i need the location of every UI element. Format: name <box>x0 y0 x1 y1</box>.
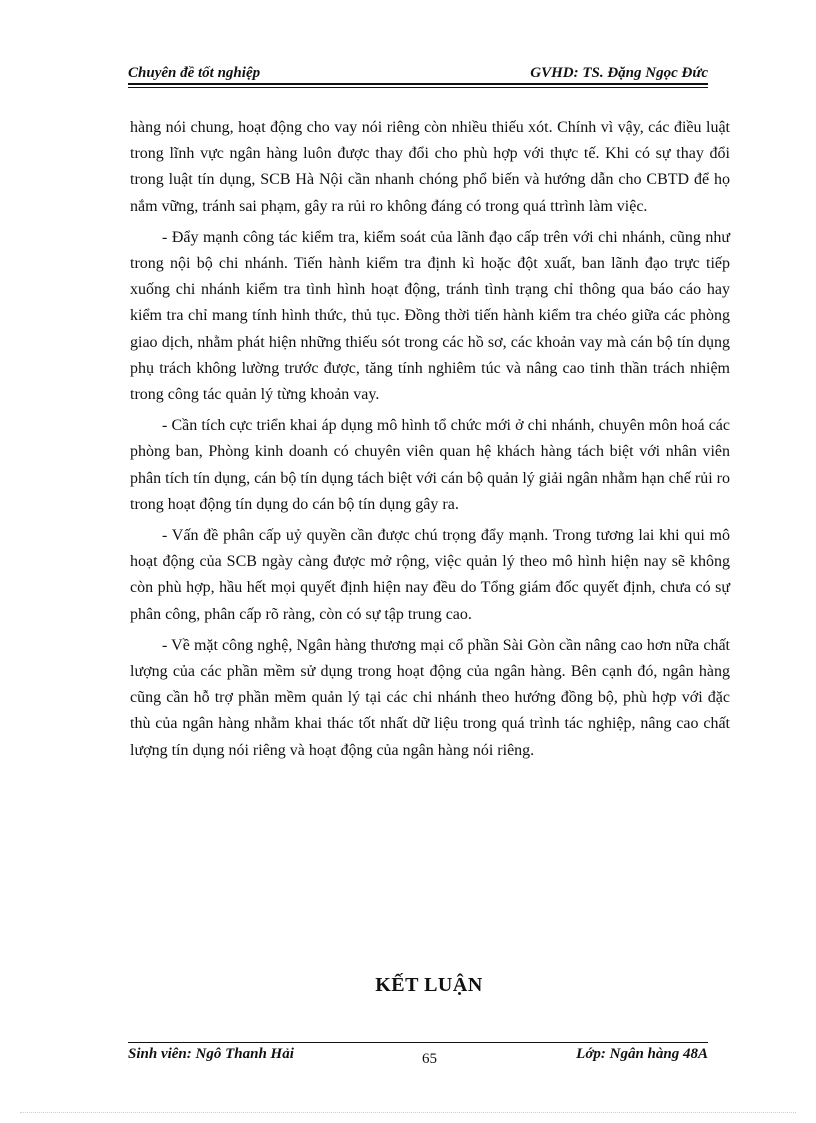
page-header <box>128 60 708 82</box>
page-footer <box>128 1046 708 1070</box>
section-heading-conclusion: KẾT LUẬN <box>375 974 483 996</box>
header-document-title: Chuyên đề tốt nghiệp <box>128 65 261 81</box>
page-number: 65 <box>422 1051 437 1067</box>
footer-rule <box>128 1042 708 1043</box>
header-rule-thin <box>128 87 708 88</box>
header-advisor: GVHD: TS. Đặng Ngọc Đức <box>530 65 708 81</box>
paragraph-organization-model: - Cần tích cực triển khai áp dụng mô hình tổ chức mới ở chi nhánh, chuyên môn hoá các phòng ban, Phòng kinh doanh có chuyên viên quan hệ khách hàng tách biệt với nhân viên phân tích tín dụng, cán bộ tín dụng tách biệt với cán bộ quản lý giải ngân nhằm hạn chế rủi ro trong hoạt động tín dụng do cán bộ tín dụng gây ra. <box>130 417 730 513</box>
paragraph-delegation: - Vấn đề phân cấp uỷ quyền cần được chú trọng đẩy mạnh. Trong tương lai khi qui mô hoạt động của SCB ngày càng được mở rộng, việc quản lý theo mô hình hiện nay sẽ không còn phù hợp, hầu hết mọi quyết định hiện nay đều do Tổng giám đốc quyết định, chưa có sự phân công, phân cấp rõ ràng, còn có sự tập trung cao. <box>130 527 730 623</box>
header-rule-thick <box>128 83 708 85</box>
paragraph-inspection: - Đẩy mạnh công tác kiểm tra, kiểm soát của lãnh đạo cấp trên với chi nhánh, cũng như trong nội bộ chi nhánh. Tiến hành kiểm tra định kì hoặc đột xuất, ban lãnh đạo trực tiếp xuống chi nhánh kiểm tra tình hình hoạt động, tránh tình trạng chỉ thông qua báo cáo hay kiểm tra chỉ mang tính hình thức, thủ tục. Đồng thời tiến hành kiểm tra chéo giữa các phòng giao dịch, nhằm phát hiện những thiếu sót trong các hồ sơ, các khoản vay mà cán bộ tín dụng phụ trách không lường trước được, tăng tính nghiêm túc và nâng cao tinh thần trách nhiệm trong công tác quản lý từng khoản vay. <box>130 228 730 404</box>
body-text <box>130 115 730 764</box>
paragraph-technology: - Về mặt công nghệ, Ngân hàng thương mại cổ phần Sài Gòn cần nâng cao hơn nữa chất lượng của các phần mềm sử dụng trong hoạt động của ngân hàng. Bên cạnh đó, ngân hàng cũng cần hỗ trợ phần mềm quản lý tại các chi nhánh theo hướng đồng bộ, phù hợp với đặc thù của ngân hàng nhằm khai thác tốt nhất dữ liệu trong quá trình tác nghiệp, nâng cao chất lượng tín dụng nói riêng và hoạt động của ngân hàng nói riêng. <box>130 636 730 759</box>
page-edge-divider <box>20 1112 796 1113</box>
footer-student: Sinh viên: Ngô Thanh Hải <box>128 1046 294 1062</box>
footer-class: Lớp: Ngân hàng 48A <box>576 1046 708 1062</box>
paragraph-continuation: hàng nói chung, hoạt động cho vay nói riêng còn nhiều thiếu xót. Chính vì vậy, các điều luật trong lĩnh vực ngân hàng luôn được thay đổi cho phù hợp với thực tế. Khi có sự thay đổi trong luật tín dụng, SCB Hà Nội cần nhanh chóng phổ biến và hướng dẫn cho CBTD để họ nắm vững, tránh sai phạm, gây ra rủi ro không đáng có trong quá ttrình làm việc. <box>130 119 730 215</box>
